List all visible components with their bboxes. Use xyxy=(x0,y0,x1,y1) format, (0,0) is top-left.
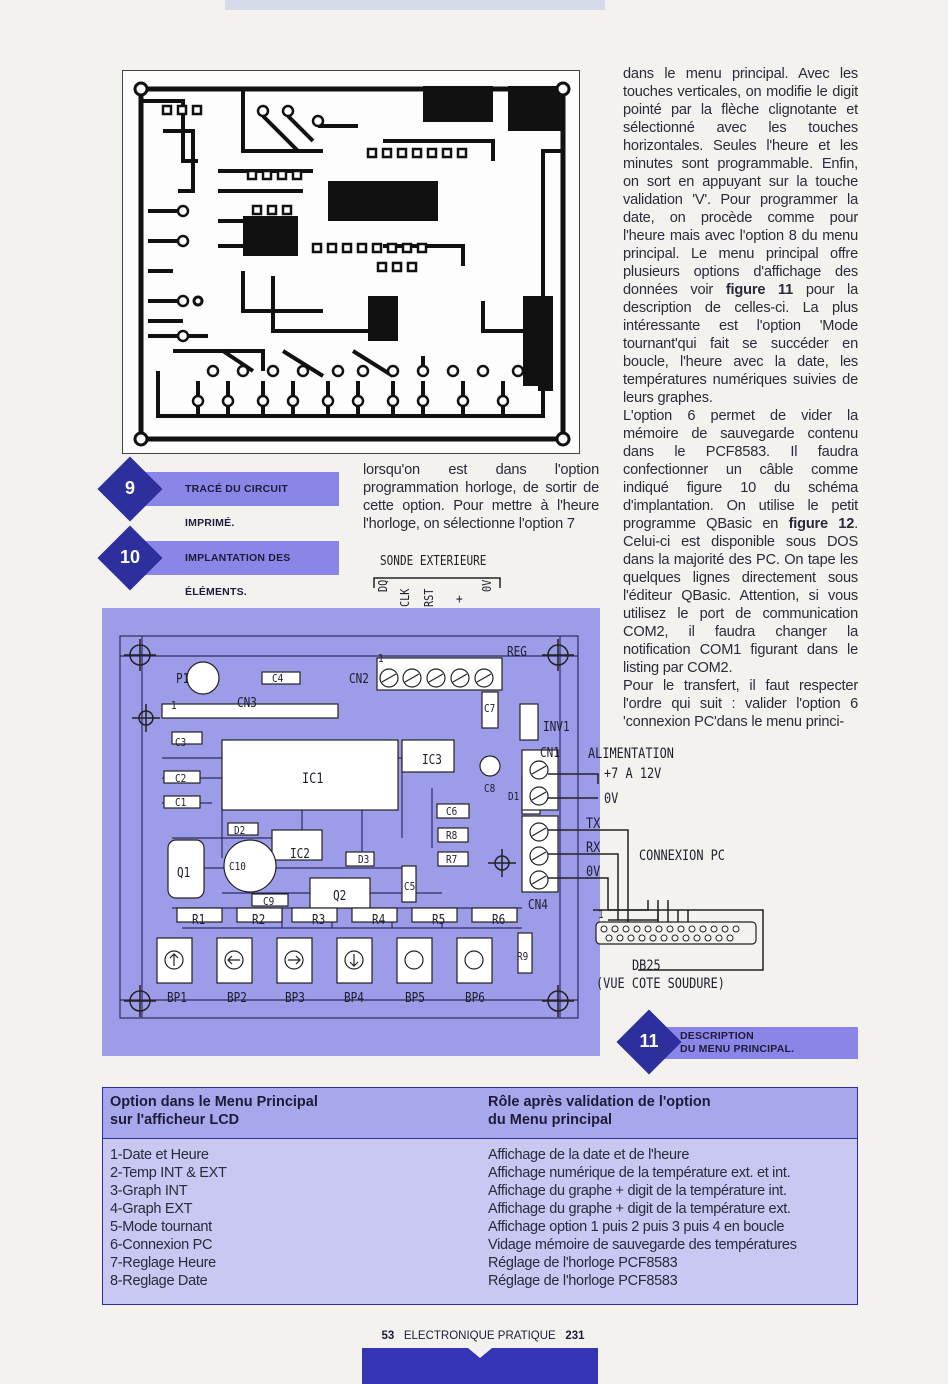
footer-page-right: 231 xyxy=(565,1330,585,1342)
label-r2: R2 xyxy=(252,913,266,928)
connexion-pc-label: CONNEXION PC xyxy=(639,848,725,864)
middle-paragraph: lorsqu'on est dans l'option programmation horloge, de sortir de cette option. Pour mettre à l'heure l'horloge, on sélectionne l'option 7 xyxy=(363,462,599,532)
label-cn4: CN4 xyxy=(528,898,548,913)
pcb-trace-figure xyxy=(122,70,580,454)
table-cell-role: Affichage numérique de la température ext. et int. xyxy=(488,1165,791,1181)
label-bp6: BP6 xyxy=(465,991,485,1006)
table-cell-option: 5-Mode tournant xyxy=(110,1219,212,1235)
table-cell-role: Réglage de l'horloge PCF8583 xyxy=(488,1273,678,1289)
right-p1-part-b: pour la description de celles-ci. La plus intéressante est l'option 'Mode tournant'qui fait se succéder en boucle, l'heure avec la date, les températures numériques suivies de leurs graphes. xyxy=(623,282,858,406)
footer-color-bar xyxy=(362,1348,598,1384)
alim-plus-label: +7 A 12V xyxy=(604,766,662,782)
label-bp5: BP5 xyxy=(405,991,425,1006)
footer-notch-icon xyxy=(362,1348,598,1360)
right-column-text xyxy=(623,65,858,731)
label-pin-1-cn2: 1 xyxy=(378,652,384,665)
label-d3: D3 xyxy=(358,853,370,866)
option-column xyxy=(110,1146,227,1290)
pin-rst: RST xyxy=(422,588,436,607)
label-ic1: IC1 xyxy=(302,771,324,787)
db25-label: DB25 xyxy=(632,958,661,974)
table-cell-role: Affichage du graphe + digit de la température ext. xyxy=(488,1201,791,1217)
right-paragraph-3: Pour le transfert, il faut respecter l'ordre qui suit : valider l'option 6 'connexion PC'dans le menu princi- xyxy=(623,678,858,730)
label-c10: C10 xyxy=(229,860,246,873)
page-footer xyxy=(368,1330,598,1342)
pin-0v: 0V xyxy=(480,579,494,592)
db25-note-label: (VUE COTE SOUDURE) xyxy=(596,976,725,992)
label-ic3: IC3 xyxy=(422,753,442,768)
table-cell-option: 3-Graph INT xyxy=(110,1183,188,1199)
label-r5: R5 xyxy=(432,913,446,928)
label-c2: C2 xyxy=(175,772,187,785)
label-c7: C7 xyxy=(484,702,496,715)
table-cell-option: 6-Connexion PC xyxy=(110,1237,213,1253)
label-c4: C4 xyxy=(272,672,284,685)
label-reg: REG xyxy=(507,645,527,660)
table-cell-option: 4-Graph EXT xyxy=(110,1201,193,1217)
tx-label: TX xyxy=(586,816,601,832)
footer-page-left: 53 xyxy=(381,1330,395,1342)
alim-zero-label: 0V xyxy=(604,791,619,807)
right-p2-figure-ref: figure 12 xyxy=(788,516,855,532)
label-c5: C5 xyxy=(404,880,416,893)
label-inv1: INV1 xyxy=(543,720,570,735)
right-p1-part-a: dans le menu principal. Avec les touches verticales, on modifie le digit pointé par la flèche clignotante et sélectionné avec les touches horizontales. Seules l'heure et les minutes sont programmable. Enfin, on sort en appuyant sur la touche validation 'V'. Pour programmer la date, on procède comme pour l'heure mais avec l'option 8 du menu principal. Le menu principal offre plusieurs options d'affichage des données voir xyxy=(623,66,858,298)
table-cell-role: Affichage du graphe + digit de la température int. xyxy=(488,1183,787,1199)
column-header-option-line-2: sur l'afficheur LCD xyxy=(110,1112,240,1128)
label-pin-1-cn3: 1 xyxy=(171,699,177,712)
label-r6: R6 xyxy=(492,913,506,928)
right-p2-part-a: L'option 6 permet de vider la mémoire de sauvegarde contenu dans le PCF8583. Il faudra confectionner un câble comme indiqué figure 10 du schéma d'implantation. On utilise le petit programme QBasic en xyxy=(623,408,858,532)
top-color-bar xyxy=(225,0,605,10)
table-cell-role: Affichage option 1 puis 2 puis 3 puis 4 en boucle xyxy=(488,1219,785,1235)
label-c6: C6 xyxy=(446,805,458,818)
db25-pin-1-label: 1 xyxy=(598,908,604,921)
label-bp3: BP3 xyxy=(285,991,305,1006)
figure-11-caption-line-2: DU MENU PRINCIPAL. xyxy=(680,1043,795,1055)
label-p1: P1 xyxy=(176,672,190,687)
label-q2: Q2 xyxy=(333,889,347,904)
label-r4: R4 xyxy=(372,913,386,928)
column-header-option-line-1: Option dans le Menu Principal xyxy=(110,1094,318,1110)
label-c3: C3 xyxy=(175,736,187,749)
label-ic2: IC2 xyxy=(290,847,310,862)
label-cn2: CN2 xyxy=(349,672,369,687)
figure-11-number: 11 xyxy=(639,1031,659,1051)
pin-clk: CLK xyxy=(398,588,412,607)
label-c8: C8 xyxy=(484,782,496,795)
figure-10-caption: IMPLANTATION DES ÉLÉMENTS. xyxy=(185,552,291,598)
table-cell-option: 1-Date et Heure xyxy=(110,1147,209,1163)
footer-magazine: ELECTRONIQUE PRATIQUE xyxy=(403,1330,556,1342)
table-cell-role: Réglage de l'horloge PCF8583 xyxy=(488,1255,678,1271)
label-cn1: CN1 xyxy=(540,746,560,761)
right-p2-part-b: . Celui-ci est disponible sous DOS dans la majorité des PC. On tape les quelques lignes directement sous l'éditeur QBasic. Attention, si vous utilisez le port de communication COM2, il faudra changer la notification COM1 figurant dans le listing par COM2. xyxy=(623,516,858,676)
alimentation-label: ALIMENTATION xyxy=(588,746,674,762)
figure-10-number: 10 xyxy=(119,547,141,567)
label-c9: C9 xyxy=(263,895,275,908)
label-bp1: BP1 xyxy=(167,991,187,1006)
column-header-option xyxy=(110,1093,318,1129)
rx-label: RX xyxy=(586,840,601,856)
role-column xyxy=(488,1146,797,1290)
table-cell-role: Affichage de la date et de l'heure xyxy=(488,1147,690,1163)
column-header-role-line-2: du Menu principal xyxy=(488,1112,613,1128)
external-wiring xyxy=(548,760,768,975)
sonde-exterieure-label: SONDE EXTERIEURE xyxy=(380,554,487,569)
pin-plus: + xyxy=(456,592,463,607)
label-c1: C1 xyxy=(175,796,187,809)
label-r9: R9 xyxy=(517,950,529,963)
figure-11-caption-line-1: DESCRIPTION xyxy=(680,1030,754,1042)
label-q1: Q1 xyxy=(177,866,191,881)
table-cell-option: 2-Temp INT & EXT xyxy=(110,1165,227,1181)
menu-description-table xyxy=(102,1087,858,1305)
figure-9-number: 9 xyxy=(124,478,135,498)
figure-9-caption: TRACÉ DU CIRCUIT IMPRIMÉ. xyxy=(185,483,288,529)
pin-dq: DQ xyxy=(376,579,390,592)
label-d2: D2 xyxy=(234,824,246,837)
table-header xyxy=(103,1088,857,1139)
column-header-role-line-1: Rôle après validation de l'option xyxy=(488,1094,711,1110)
label-d1: D1 xyxy=(508,790,520,803)
pc-zero-label: 0V xyxy=(586,864,601,880)
right-paragraph-1 xyxy=(623,65,858,407)
label-r1: R1 xyxy=(192,913,206,928)
label-r8: R8 xyxy=(446,829,458,842)
label-bp2: BP2 xyxy=(227,991,247,1006)
table-cell-option: 8-Reglage Date xyxy=(110,1273,208,1289)
pcb-trace-drawing xyxy=(123,71,578,452)
right-paragraph-2 xyxy=(623,407,858,677)
figure-11-caption xyxy=(680,1030,794,1056)
table-cell-option: 7-Reglage Heure xyxy=(110,1255,216,1271)
label-cn3: CN3 xyxy=(237,696,257,711)
label-r7: R7 xyxy=(446,853,458,866)
table-cell-role: Vidage mémoire de sauvegarde des températures xyxy=(488,1237,797,1253)
label-bp4: BP4 xyxy=(344,991,364,1006)
right-p1-figure-ref: figure 11 xyxy=(725,282,794,298)
column-header-role xyxy=(488,1093,711,1129)
middle-column-text xyxy=(363,461,599,533)
label-r3: R3 xyxy=(312,913,326,928)
